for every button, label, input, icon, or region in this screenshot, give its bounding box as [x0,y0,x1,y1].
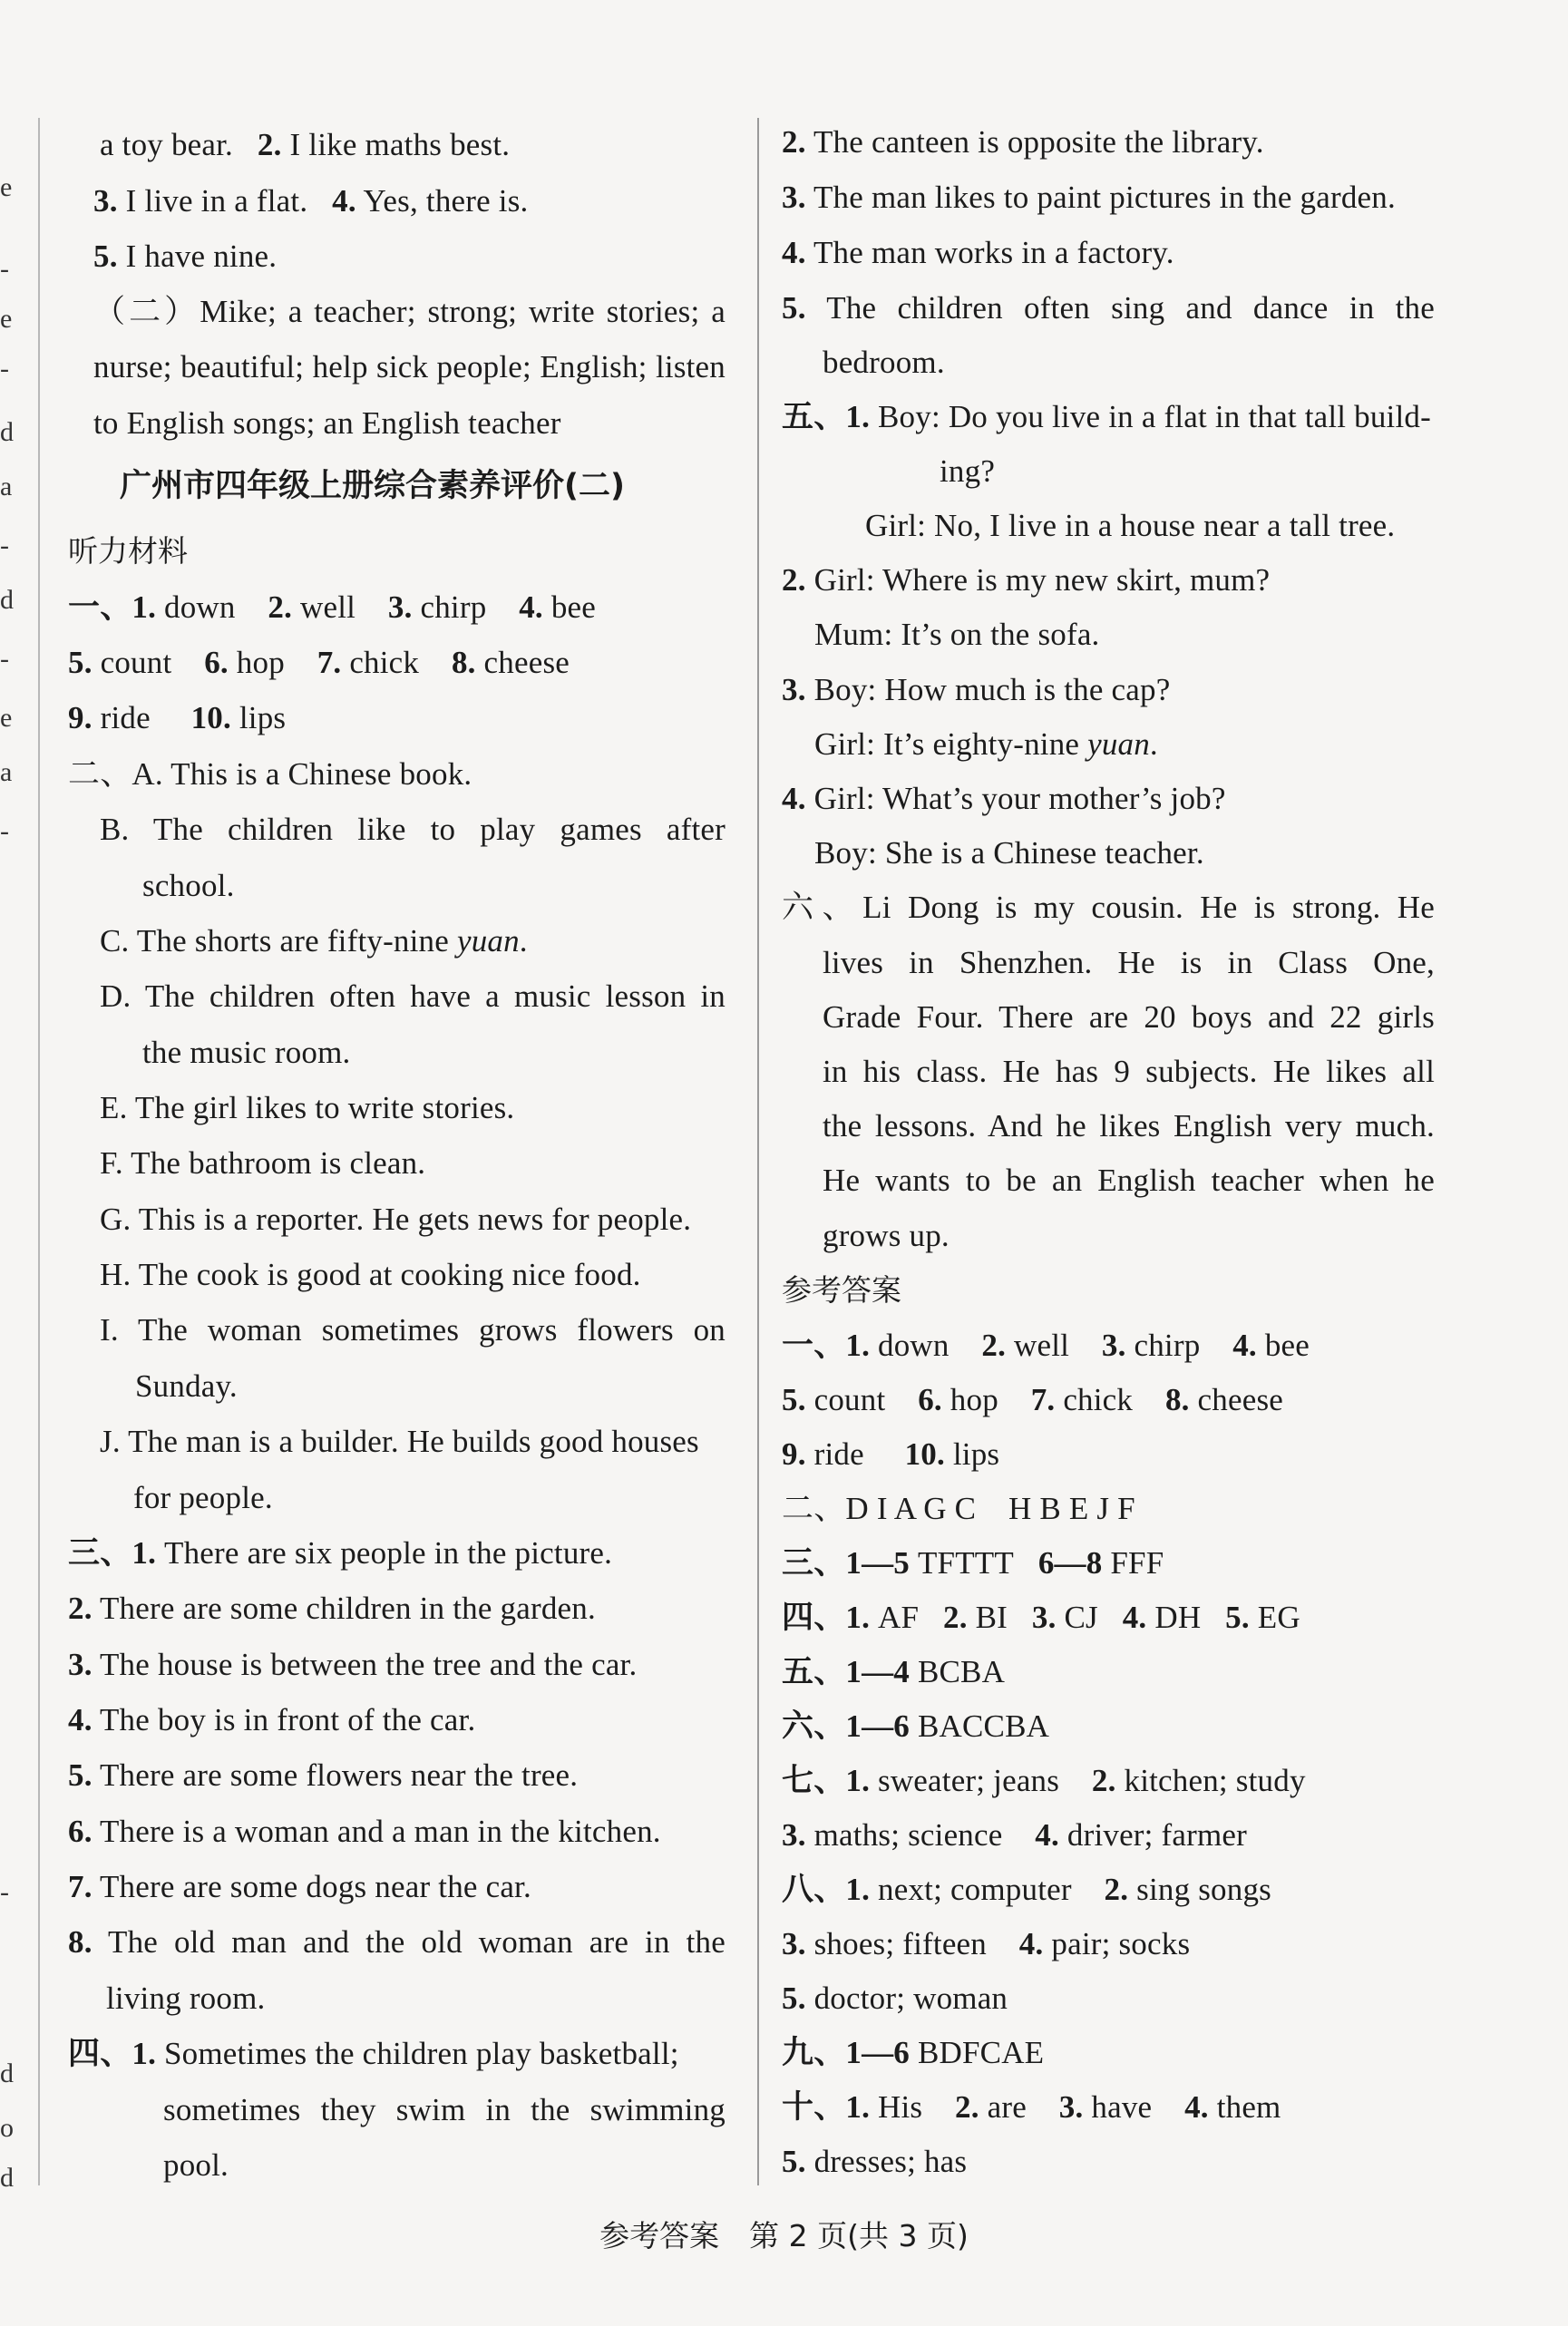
text-line [68,2034,679,2074]
text: There are some children in the garden. [92,1591,596,1626]
item-number: 4. [782,235,806,270]
text: The old man and the old woman are in the [92,1924,726,1960]
text-line [93,237,277,277]
text: Yes, there is. [355,183,529,219]
text: BACCBA [910,1708,1050,1744]
text-line: to English songs; an English teacher [93,405,561,441]
text: The boy is in front of the car. [92,1702,476,1737]
item-number: 3. [68,1647,93,1682]
text: Boy: Do you live in a flat in that tall build- [870,399,1431,434]
margin-glyph: e [0,703,13,733]
text-line [782,288,1435,328]
text-line [93,181,529,221]
margin-glyph: - [0,816,9,846]
text: Sometimes the children play basketball; [156,2036,679,2071]
margin-glyph: - [0,354,9,384]
text-line [782,1380,1283,1420]
item-number: 4. [1232,1328,1257,1363]
text-line [814,725,1158,764]
text-line [68,1756,578,1796]
item-number: 2. [782,562,806,598]
text: pair; socks [1043,1926,1191,1961]
left-fold-line [38,118,40,2185]
item-number: 三、1. [68,1535,157,1571]
text-line [68,698,286,738]
text: There is a woman and a man in the kitchen. [92,1814,661,1849]
text-line: E. The girl likes to write stories. [100,1090,515,1125]
item-number: 十、1. [782,2089,871,2125]
text: chirp [412,589,487,625]
text-line [782,2088,1281,2127]
text-line [782,233,1174,273]
text-line: bedroom. [823,345,945,380]
text: ride [92,700,151,735]
text: count [92,645,172,680]
text: count [805,1382,886,1417]
text-line [782,1979,1008,2019]
text: BI [967,1600,1008,1635]
text: shoes; fifteen [805,1926,987,1961]
text: His [870,2089,923,2125]
text-line: 六、Li Dong is my cousin. He is strong. He [782,890,1435,925]
text: lips [944,1436,1000,1472]
answers-heading: 参考答案 [782,1272,901,1308]
margin-glyph: a [0,757,13,787]
item-number: 7. [317,645,342,680]
item-number: 4. [1035,1817,1059,1853]
item-number: 3. [782,1817,806,1853]
text: yuan [1087,726,1150,762]
text-line [782,1652,1005,1692]
item-number: 六、1—6 [782,1708,911,1744]
text-line: I. The woman sometimes grows flowers on [100,1312,726,1348]
text: TFTTT [910,1545,1014,1581]
item-number: 10. [190,700,231,735]
margin-glyph: a [0,472,13,501]
item-number: 2. [981,1328,1007,1363]
text: . [1149,726,1158,762]
item-number: 3. [93,183,118,219]
text-line: Boy: She is a Chinese teacher. [814,835,1204,871]
text: maths; science [805,1817,1003,1853]
text-line [782,1543,1164,1583]
item-number: 3. [782,180,806,215]
text-line [68,1533,612,1573]
text-line [68,1645,637,1685]
text: BDFCAE [910,2035,1045,2070]
item-number: 9. [68,700,93,735]
item-number: 五、1—4 [782,1654,911,1689]
margin-glyph: d [0,417,14,447]
item-number: 八、1. [782,1872,871,1907]
text-line: （二）Mike; a teacher; strong; write stories; a [93,294,726,329]
text: I live in a flat. [117,183,308,219]
text: well [292,589,356,625]
text: The children often sing and dance in the [805,290,1435,326]
item-number: 三、1—5 [782,1545,911,1581]
text-line: for people. [133,1480,273,1515]
text-line: Mum: It’s on the sofa. [814,617,1100,652]
listening-heading: 听力材料 [68,533,188,569]
text-line: sometimes they swim in the swimming [163,2092,726,2127]
text: down [870,1328,950,1363]
text-line [782,1924,1190,1964]
text: cheese [475,645,570,680]
text: FFF [1102,1545,1164,1581]
text-line [782,670,1170,710]
item-number: 一、1. [68,589,157,625]
item-number: 2. [782,124,806,160]
margin-glyph: - [0,644,9,674]
item-number: 3. [1058,2089,1084,2125]
text-line: G. This is a reporter. He gets news for people. [100,1202,692,1237]
page-footer: 参考答案 第 2 页(共 3 页) [599,2218,969,2253]
item-number: 4. [519,589,543,625]
text: There are some flowers near the tree. [92,1757,579,1793]
text: dresses; has [805,2144,968,2179]
item-number: 4. [782,781,806,816]
text-line [782,1761,1306,1801]
text: down [156,589,236,625]
text-line [782,1326,1310,1366]
item-number: 2. [257,127,282,162]
item-number: 8. [451,645,476,680]
item-number: 6. [68,1814,93,1849]
margin-glyph: o [0,2113,14,2143]
item-number: 4. [1018,1926,1044,1961]
text-line: F. The bathroom is clean. [100,1145,426,1181]
text-line [782,122,1264,162]
text-line: B. The children like to play games after [100,812,726,847]
text: EG [1249,1600,1300,1635]
item-number: 4. [1122,1600,1147,1635]
item-number: 6. [204,645,229,680]
text-line: living room. [106,1981,266,2016]
text-line: nurse; beautiful; help sick people; English; listen [93,349,726,384]
item-number: 2. [955,2089,979,2125]
text: chick [341,645,420,680]
text-line [68,1589,596,1629]
item-number: 5. [1225,1600,1250,1635]
text-line: J. The man is a builder. He builds good houses [100,1424,699,1459]
text-line: Girl: No, I live in a house near a tall tree. [865,508,1396,543]
item-number: 7. [1030,1382,1056,1417]
text: ride [805,1436,864,1472]
text: The man works in a factory. [805,235,1174,270]
text-line: grows up. [823,1218,950,1253]
margin-glyph: e [0,172,13,202]
text: sweater; jeans [870,1763,1060,1798]
text-line: D. The children often have a music lesson in [100,978,726,1014]
text: There are six people in the picture. [156,1535,613,1571]
item-number: 5. [782,1981,806,2016]
text: CJ [1056,1600,1098,1635]
text-line: Grade Four. There are 20 boys and 22 girls [823,999,1435,1035]
text: The house is between the tree and the car. [92,1647,638,1682]
text-line: school. [142,868,235,903]
text-line: 二、A. This is a Chinese book. [68,756,472,792]
item-number: 九、1—6 [782,2035,911,2070]
text: are [979,2089,1027,2125]
cropped-margin-text [0,118,16,2193]
text-line [782,560,1270,600]
item-number: 四、1. [68,2036,157,2071]
text: Girl: It’s eighty-nine [814,726,1088,762]
margin-glyph: d [0,585,14,615]
text-line: the music room. [142,1035,351,1070]
item-number: 4. [68,1702,93,1737]
text: Boy: How much is the cap? [805,672,1171,707]
text: them [1208,2089,1281,2125]
item-number: 5. [68,645,93,680]
item-number: 8. [68,1924,93,1960]
item-number: 8. [1164,1382,1190,1417]
text-line [782,178,1396,218]
item-number: 4. [1184,2089,1209,2125]
text: AF [870,1600,920,1635]
text: C. The shorts are fifty-nine [100,923,457,959]
text: cheese [1189,1382,1284,1417]
text: I have nine. [117,238,278,274]
text-line [68,1700,475,1740]
text: The canteen is opposite the library. [805,124,1264,160]
item-number: 3. [387,589,413,625]
text: BCBA [910,1654,1006,1689]
item-number: 4. [332,183,356,219]
text-line: Sunday. [135,1368,238,1404]
text-line [68,1922,726,1962]
item-number: 6—8 [1037,1545,1103,1581]
item-number: 5. [782,1382,806,1417]
text: doctor; woman [805,1981,1008,2016]
text-line: pool. [163,2147,229,2183]
text: Girl: What’s your mother’s job? [805,781,1226,816]
item-number: 2. [1091,1763,1116,1798]
item-number: 5. [68,1757,93,1793]
item-number: 6. [918,1382,942,1417]
column-divider [757,118,759,2185]
text: have [1083,2089,1153,2125]
text-line [782,779,1226,819]
text-line: H. The cook is good at cooking nice food. [100,1257,641,1292]
text: driver; farmer [1058,1817,1247,1853]
text: next; computer [870,1872,1072,1907]
item-number: 9. [782,1436,806,1472]
text-line [782,1598,1300,1638]
text-line: lives in Shenzhen. He is in Class One, [823,945,1435,980]
text-line [782,2142,967,2182]
item-number: 2. [268,589,293,625]
item-number: 七、1. [782,1763,871,1798]
section-title: 广州市四年级上册综合素养评价(二) [120,468,625,504]
text-line [100,921,528,961]
text: hop [228,645,285,680]
margin-glyph: d [0,2058,14,2088]
text-line: in his class. He has 9 subjects. He likes all [823,1054,1435,1089]
item-number: 3. [1031,1600,1057,1635]
margin-glyph: - [0,1877,9,1907]
text-line: the lessons. And he likes English very much. [823,1108,1435,1144]
text: kitchen; study [1115,1763,1306,1798]
text: There are some dogs near the car. [92,1869,531,1904]
item-number: 5. [782,290,806,326]
text: well [1006,1328,1070,1363]
item-number: 3. [1101,1328,1126,1363]
text: I like maths best. [281,127,511,162]
text-line [68,643,570,683]
text: Girl: Where is my new skirt, mum? [805,562,1271,598]
text: chick [1055,1382,1134,1417]
item-number: 3. [782,1926,806,1961]
text: . [519,923,528,959]
margin-glyph: d [0,2163,14,2193]
item-number: 2. [1104,1872,1129,1907]
margin-glyph: - [0,254,9,284]
item-number: 四、1. [782,1600,871,1635]
text-line [68,1867,531,1907]
text: The man likes to paint pictures in the garden. [805,180,1396,215]
item-number: 五、1. [782,399,871,434]
text-line [68,588,596,628]
text: yuan [456,923,520,959]
text: chirp [1125,1328,1201,1363]
item-number: 5. [782,2144,806,2179]
text-line: He wants to be an English teacher when he [823,1163,1435,1198]
margin-glyph: e [0,304,13,334]
item-number: 一、1. [782,1328,871,1363]
text-line [68,1812,661,1852]
text: lips [230,700,287,735]
item-number: 2. [943,1600,968,1635]
text: DH [1146,1600,1202,1635]
text: sing songs [1128,1872,1271,1907]
text: hop [941,1382,998,1417]
text: bee [1256,1328,1310,1363]
text: bee [542,589,597,625]
text-line: ing? [940,453,996,489]
text-line [782,2033,1044,2073]
text: a toy bear. [100,127,234,162]
text-line [100,125,510,165]
text-line [782,1435,999,1474]
text-line [782,1870,1271,1910]
item-number: 3. [782,672,806,707]
item-number: 2. [68,1591,93,1626]
item-number: 7. [68,1869,93,1904]
text-line [782,1707,1049,1747]
item-number: 5. [93,238,118,274]
text-line: 二、D I A G C H B E J F [782,1491,1135,1526]
text-line [782,1815,1247,1855]
margin-glyph: - [0,530,9,560]
item-number: 10. [904,1436,945,1472]
text-line [782,397,1431,437]
